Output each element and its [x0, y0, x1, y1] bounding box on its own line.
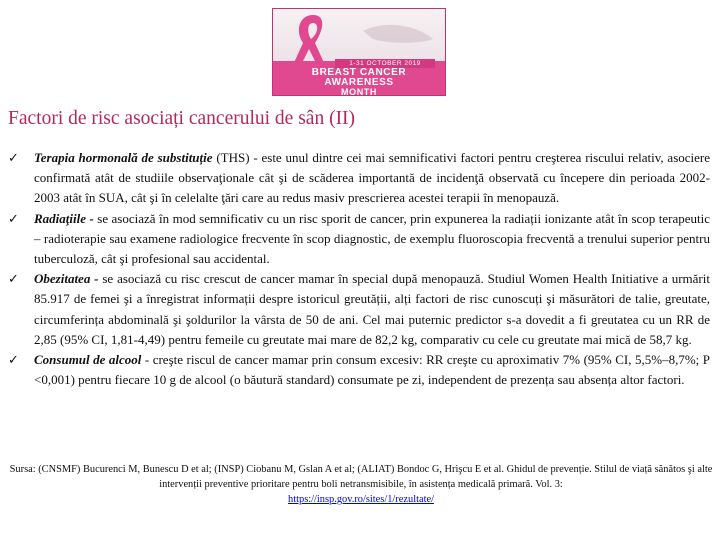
item-text: (THS) - este unul dintre cei mai semnificativi factori pentru creşterea riscului relativ, asociere confirmată atât de studiile observaţionale cât şi de scăderea importantă de incidenţă observată cu începere din perioada 2002-2003 atât în SUA, cât şi în celelalte ţări care au redus masiv prescrierea acestei terapii în menopauză. — [34, 150, 711, 206]
banner-line-2: AWARENESS — [324, 77, 394, 88]
item-lead: Terapia hormonală de substituție — [34, 150, 213, 165]
page-title: Factori de risc asociați cancerului de sân (II) — [8, 108, 356, 129]
item-text: - creşte riscul de cancer mamar prin consum excesiv: RR creşte cu aproximativ 7% (95% CI, 5,5%–8,7%; P <0,001) pentru fiecare 10 g de alcool (o băutură standard) consumate pe zi, independent de prezența sau absența altor factori. — [34, 352, 710, 388]
checkmark-icon: ✓ — [8, 210, 19, 226]
source-text: Sursa: (CNSMF) Bucurenci M, Bunescu D et al; (INSP) Ciobanu M, Gslan A et al; (ALIAT) Bondoc G, Hrişcu E et al. Ghidul de prevenție. Stilul de viață sănătos şi alte intervenții preventive prioritare pentru boli netransmisibile, în asistența medicală primară. Vol. 3: — [9, 464, 713, 490]
risk-factor-list — [8, 148, 710, 390]
checkmark-icon: ✓ — [8, 352, 19, 368]
list-item — [8, 209, 710, 270]
item-lead: Radiaţiile - — [34, 210, 94, 226]
item-text: se asociază în mod semnificativ cu un risc sporit de cancer, prin expunerea la radiații ionizante atât în scop terapeutic – radioterapie sau examene radiologice frecvente în scop diagnostic, de exemplu fluoroscopia frecventă a trenului superior pentru tuberculoză, cât şi profesional sau accidental. — [34, 210, 710, 267]
item-text: se asociază cu risc crescut de cancer mamar în special după menopauză. Studiul Women Health Initiative a urmărit 85.917 de femei şi a înregistrat informații despre istoricul greutății, alți factori de risc cunoscuți şi măsurători de talie, greutate, circumferința abdominală şi şoldurilor la vârsta de 50 de ani. Cel mai puternic predictor s-a dovedit a fi greutatea cu un RR de 2,85 (95% CI, 1,81-4,49) pentru femeile cu greutate mai mare de 82,2 kg, comparativ cu cele cu greutate mai mică de 58,7 kg. — [34, 271, 710, 347]
checkmark-icon: ✓ — [8, 150, 19, 165]
source-citation — [6, 462, 716, 507]
list-item — [8, 350, 710, 390]
item-lead: Obezitatea - — [34, 271, 99, 287]
banner-line-3: MONTH — [341, 87, 377, 97]
list-item — [8, 148, 710, 209]
item-lead: Consumul de alcool — [34, 352, 142, 368]
checkmark-icon: ✓ — [8, 271, 19, 287]
banner-line-1: BREAST CANCER — [311, 67, 407, 78]
list-item — [8, 269, 710, 350]
awareness-banner — [272, 8, 446, 96]
source-link[interactable]: https://insp.gov.ro/sites/1/rezultate/ — [288, 494, 434, 505]
banner-date: 1-31 OCTOBER 2019 — [335, 59, 435, 68]
